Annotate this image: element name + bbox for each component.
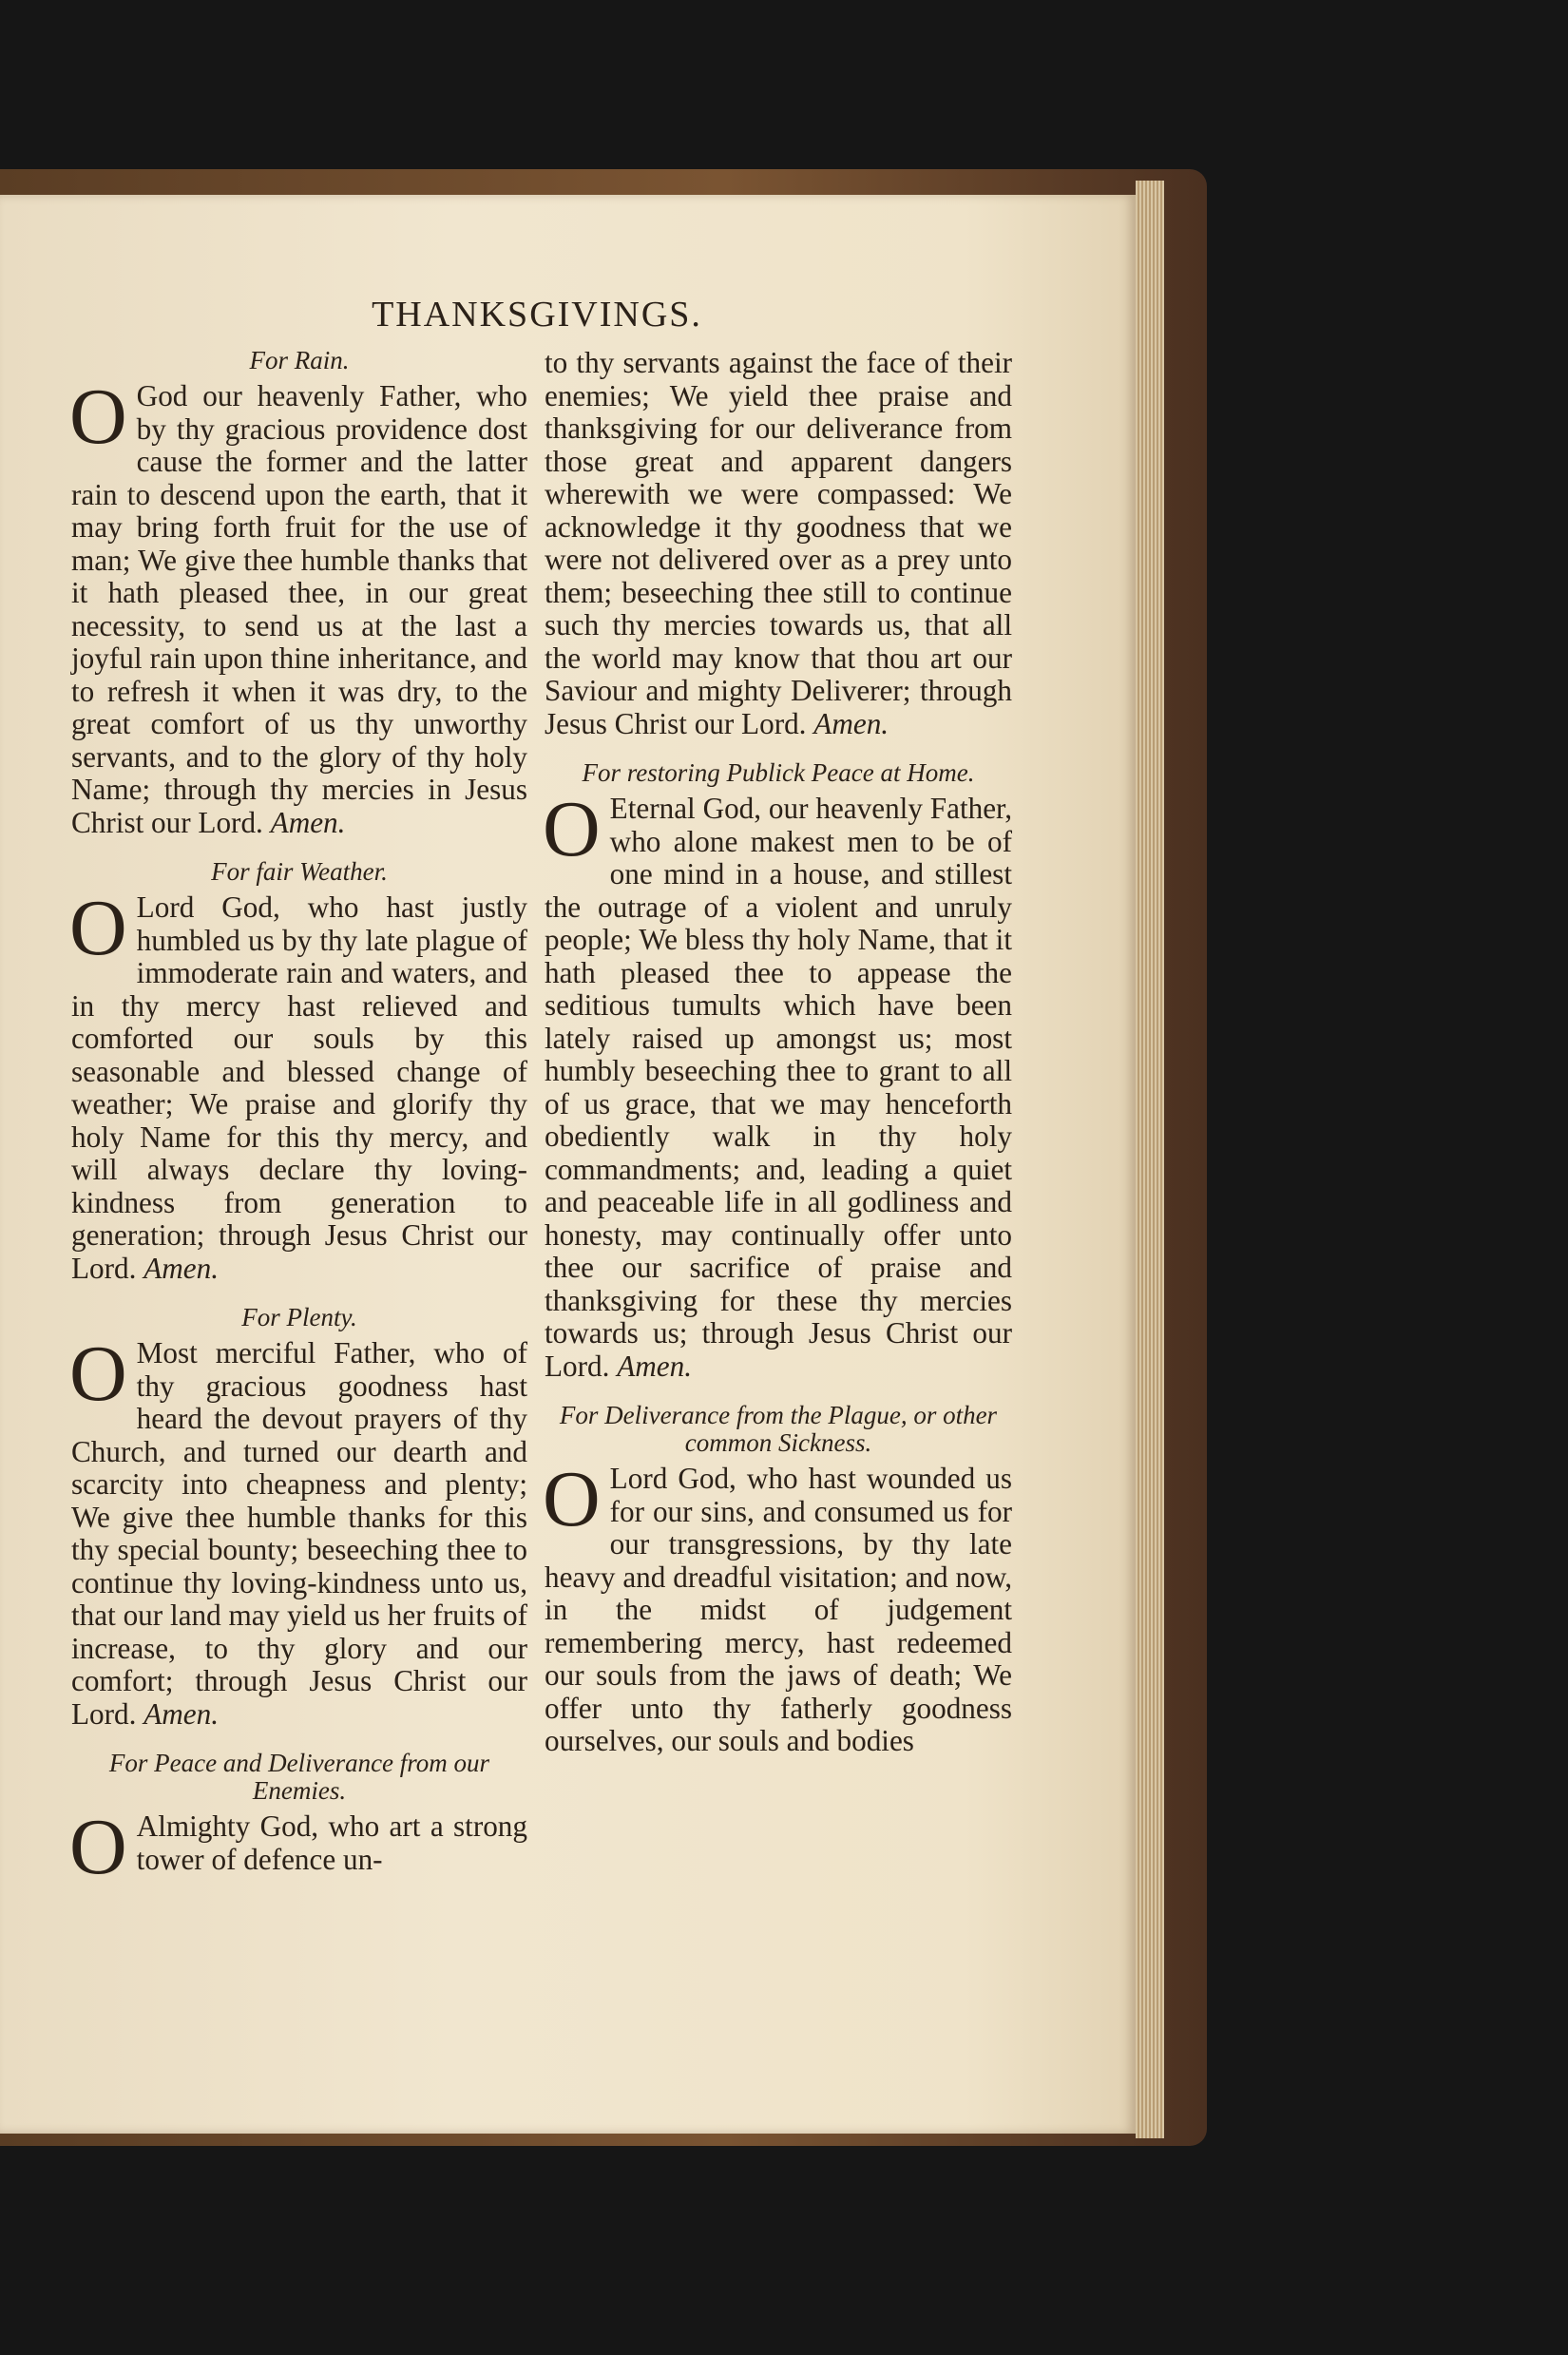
amen: Amen. xyxy=(270,805,346,839)
prayer-text: to thy servants against the face of their enemies; We yield thee praise and thanksgiving for our deliverance from those great and apparent dangers wherewith we were compassed: We acknowledge it thy goodness that we were not delivered over as a prey unto them; beseeching thee still to continue such thy mercies towards us, that all the world may know that thou art our Saviour and mighty Deliverer; through Jesus Christ our Lord. xyxy=(545,346,1012,740)
prayer-text: Eternal God, our heavenly Father, who alone makest men to be of one mind in a house, and stillest the outrage of a violent and unruly people; We bless thy holy Name, that it hath pleased thee to appease the seditious tumults which have been lately raised up amongst us; most humbly beseeching thee to grant to all of us grace, that we may henceforth obediently walk in thy holy commandments; and, leading a quiet and peaceable life in all godliness and honesty, may continually offer unto thee our sacrifice of praise and thanksgiving for these thy mercies towards us; through Jesus Christ our Lord. xyxy=(545,792,1012,1383)
drop-cap: O xyxy=(69,1803,127,1891)
amen: Amen. xyxy=(617,1349,693,1383)
prayer-for-rain xyxy=(69,373,527,839)
amen: Amen. xyxy=(143,1696,220,1731)
drop-cap: O xyxy=(69,884,127,972)
prayer-for-fair-weather xyxy=(69,884,527,1285)
drop-cap: O xyxy=(69,1330,127,1418)
left-column xyxy=(69,346,527,1891)
prayer-text: Almighty God, who art a strong tower of defence un- xyxy=(136,1809,527,1876)
prayer-text: Most merciful Father, who of thy gracious goodness hast heard the devout prayers of thy Church, and turned our dearth and scarcity into cheapness and plenty; We give thee humble thanks for this thy special bounty; beseeching thee to continue thy loving-kindness unto us, that our land may yield us her fruits of increase, to thy glory and our comfort; through Jesus Christ our Lord. xyxy=(71,1336,527,1731)
prayer-for-plague xyxy=(543,1455,1012,1758)
running-head: THANKSGIVINGS. xyxy=(372,295,702,335)
heading-for-plague: For Deliverance from the Plague, or other common Sickness. xyxy=(559,1401,998,1457)
heading-for-plenty: For Plenty. xyxy=(241,1303,357,1331)
book-page xyxy=(0,195,1136,2134)
drop-cap: O xyxy=(69,373,127,461)
prayer-for-peace-enemies xyxy=(69,1803,527,1891)
drop-cap: O xyxy=(543,1455,601,1543)
prayer-text: God our heavenly Father, who by thy gracious providence dost cause the former and the latter rain to descend upon the earth, that it may bring forth fruit for the use of man; We give thee humble thanks that it hath pleased thee, in our great necessity, to send us at the last a joyful rain upon thine inheritance, and to refresh it when it was dry, to the great comfort of us thy unworthy servants, and to the glory of thy holy Name; through thy mercies in Jesus Christ our Lord. xyxy=(71,379,527,839)
prayer-for-public-peace xyxy=(543,785,1012,1383)
page-edges xyxy=(1136,181,1164,2138)
prayer-continuation xyxy=(545,347,1012,740)
heading-for-public-peace: For restoring Publick Peace at Home. xyxy=(582,758,975,787)
heading-for-rain: For Rain. xyxy=(249,346,350,374)
amen: Amen. xyxy=(143,1251,220,1285)
prayer-text: Lord God, who hast wounded us for our sins, and consumed us for our transgressions, by thy late heavy and dreadful visitation; and now, in the midst of judgement remembering mercy, hast redeemed our souls from the jaws of death; We offer unto thy fatherly goodness ourselves, our souls and bodies xyxy=(545,1462,1012,1757)
heading-for-peace-enemies: For Peace and Deliverance from our Enemies. xyxy=(108,1749,490,1805)
amen: Amen. xyxy=(813,706,889,740)
right-column xyxy=(545,347,1012,1758)
heading-for-fair-weather: For fair Weather. xyxy=(211,857,388,886)
drop-cap: O xyxy=(543,785,601,873)
prayer-for-plenty xyxy=(69,1330,527,1731)
prayer-text: Lord God, who hast justly humbled us by thy late plague of immoderate rain and waters, and in thy mercy hast relieved and comforted our souls by this seasonable and blessed change of weather; We praise and glorify thy holy Name for this thy mercy, and will always declare thy loving-kindness from generation to generation; through Jesus Christ our Lord. xyxy=(71,890,527,1285)
